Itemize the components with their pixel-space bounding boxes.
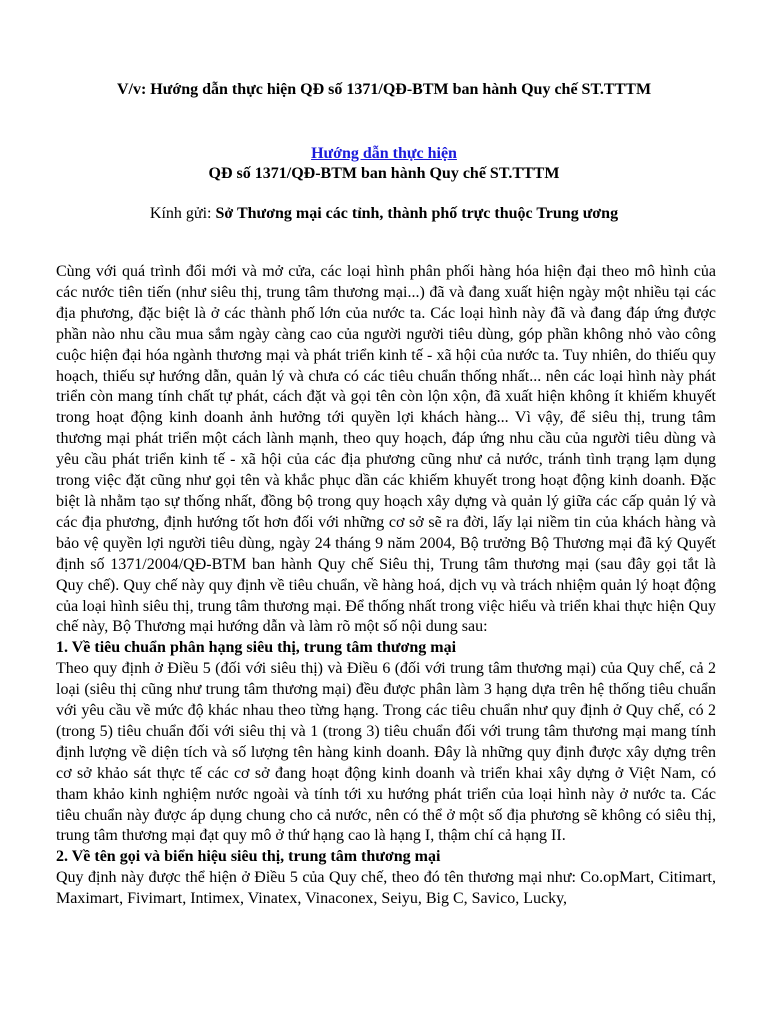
guide-link[interactable]: Hướng dẫn thực hiện bbox=[311, 145, 457, 162]
recipient-label: Kính gửi: bbox=[149, 205, 216, 222]
recipient-name: Sở Thương mại các tỉnh, thành phố trực thuộc Trung ương bbox=[215, 205, 619, 222]
decision-title: QĐ số 1371/QĐ-BTM ban hành Quy chế ST.TTTM bbox=[208, 165, 560, 182]
document-body bbox=[56, 262, 716, 910]
recipient-line bbox=[0, 204, 768, 224]
intro-paragraph: Cùng với quá trình đổi mới và mở cửa, các loại hình phân phối hàng hóa hiện đại theo mô hình của các nước tiên tiến (như siêu thị, trung tâm thương mại...) đã và đang xuất hiện ngày một nhiều tại các địa phương, đặc biệt là ở các thành phố lớn của nước ta. Các loại hình này đã và đang đáp ứng được phần nào nhu cầu mua sắm ngày càng cao của người người tiêu dùng, góp phần không nhỏ vào công cuộc hiện đại hóa ngành thương mại và phát triển kinh tế - xã hội của nước ta. Tuy nhiên, do thiếu quy hoạch, thiếu sự hướng dẫn, quản lý và chưa có các tiêu chuẩn thống nhất... nên các loại hình này phát triển còn mang tính chất tự phát, cách đặt và gọi tên còn lộn xộn, đã xuất hiện không ít khiếm khuyết trong hoạt động kinh doanh ảnh hưởng tới quyền lợi khách hàng... Vì vậy, để siêu thị, trung tâm thương mại phát triển một cách lành mạnh, theo quy hoạch, đáp ứng nhu cầu của người tiêu dùng và yêu cầu phát triển kinh tế - xã hội của các địa phương cũng như cả nước, tránh tình trạng lạm dụng trong việc đặt cũng như gọi tên và khắc phục dần các khiếm khuyết trong hoạt động kinh doanh. Đặc biệt là nhằm tạo sự thống nhất, đồng bộ trong quy hoạch xây dựng và quản lý giữa các cấp quản lý và các địa phương, định hướng tốt hơn đối với những cơ sở sẽ ra đời, lấy lại niềm tin của khách hàng và bảo vệ quyền lợi người tiêu dùng, ngày 24 tháng 9 năm 2004, Bộ trưởng Bộ Thương mại đã ký Quyết định số 1371/2004/QĐ-BTM ban hành Quy chế Siêu thị, Trung tâm thương mại (sau đây gọi tắt là Quy chế). Quy chế này quy định về tiêu chuẩn, về hàng hoá, dịch vụ và trách nhiệm quản lý hoạt động của loại hình siêu thị, trung tâm thương mại. Để thống nhất trong việc hiểu và triển khai thực hiện Quy chế này, Bộ Thương mại hướng dẫn và làm rõ một số nội dung sau: bbox=[56, 263, 716, 636]
section-1-heading: 1. Về tiêu chuẩn phân hạng siêu thị, trung tâm thương mại bbox=[56, 639, 457, 657]
section-2-paragraph: Quy định này được thể hiện ở Điều 5 của Quy chế, theo đó tên thương mại như: Co.opMart, Citimart, Maximart, Fivimart, Intimex, Vinatex, Vinaconex, Seiyu, Big C, Savico, Lucky, bbox=[56, 869, 716, 908]
document-subject: V/v: Hướng dẫn thực hiện QĐ số 1371/QĐ-BTM ban hành Quy chế ST.TTTM bbox=[116, 81, 652, 98]
section-2-heading: 2. Về tên gọi và biển hiệu siêu thị, trung tâm thương mại bbox=[56, 848, 441, 866]
section-1-paragraph: Theo quy định ở Điều 5 (đối với siêu thị) và Điều 6 (đối với trung tâm thương mại) của Quy chế, cả 2 loại (siêu thị cũng như trung tâm thương mại) đều được phân làm 3 hạng dựa trên hệ thống tiêu chuẩn với yêu cầu về mức độ khác nhau theo từng hạng. Trong các tiêu chuẩn như quy định ở Quy chế, có 2 (trong 5) tiêu chuẩn đối với siêu thị và 1 (trong 3) tiêu chuẩn đối với trung tâm thương mại mang tính định lượng về diện tích và số lượng tên hàng kinh doanh. Đây là những quy định được xây dựng trên cơ sở khảo sát thực tế các cơ sở đang hoạt động kinh doanh và triển khai xây dựng ở Việt Nam, có tham khảo kinh nghiệm nước ngoài và tính tới xu hướng phát triển của loại hình này ở nước ta. Các tiêu chuẩn này được áp dụng chung cho cả nước, nên có thể ở một số địa phương sẽ không có siêu thị, trung tâm thương mại đạt quy mô ở thứ hạng cao là hạng I, thậm chí cả hạng II. bbox=[56, 660, 716, 845]
